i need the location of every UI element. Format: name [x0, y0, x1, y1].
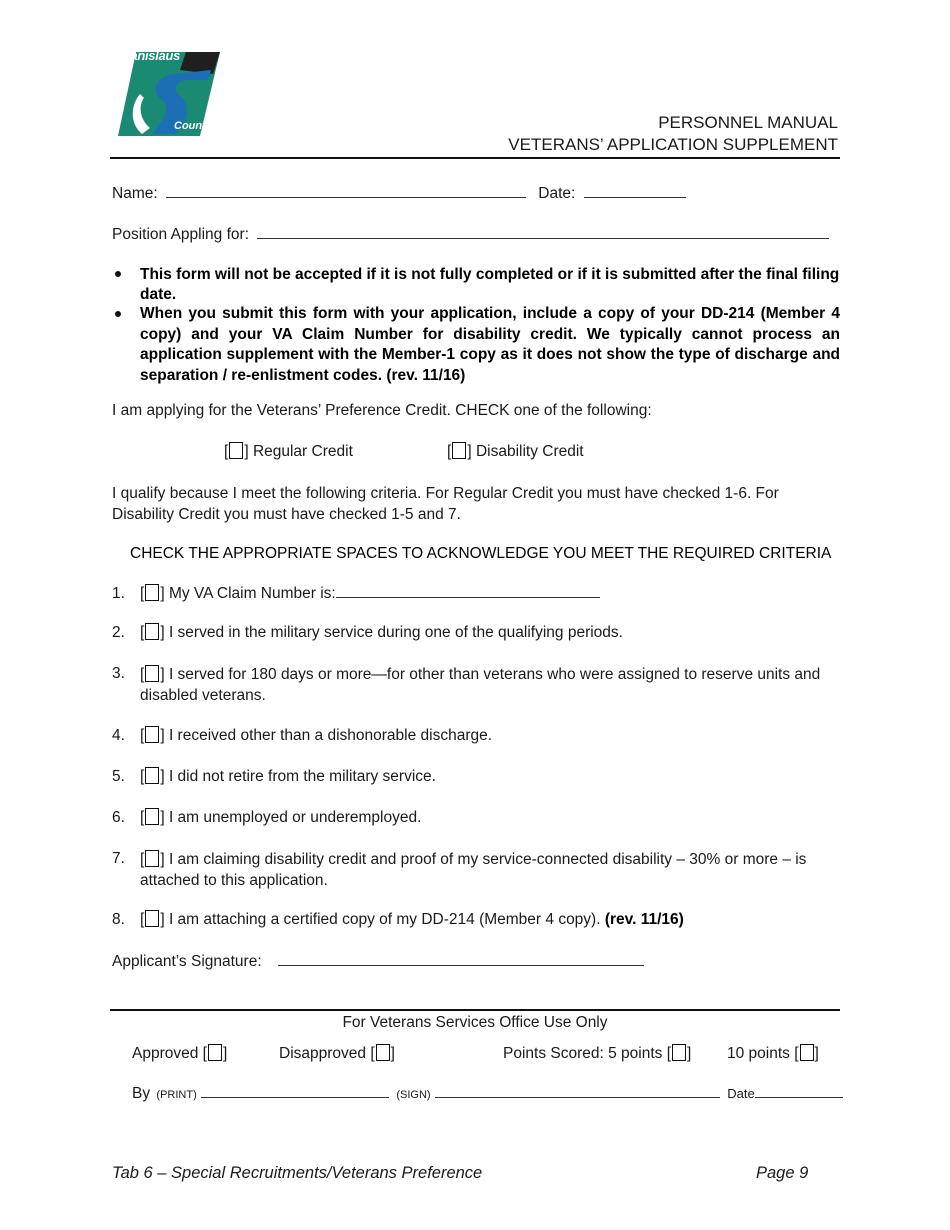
criteria-checkbox[interactable] [145, 910, 159, 927]
regular-credit-option[interactable]: [ ] Regular Credit [224, 443, 353, 460]
disability-credit-option[interactable]: [ ] Disability Credit [447, 443, 584, 460]
criteria-item: 4. [ ] I received other than a dishonorable discharge. [112, 727, 493, 744]
points-5-option[interactable]: Points Scored: 5 points [ ] [503, 1045, 692, 1062]
qualify-text: I qualify because I meet the following criteria. For Regular Credit you must have checked 1-6. For Disability Credit you must have checked 1-5 and 7. [112, 485, 779, 523]
criteria-checkbox[interactable] [145, 808, 159, 825]
criteria-item: 5. [ ] I did not retire from the military service. [112, 768, 436, 785]
date-field[interactable] [584, 183, 686, 198]
disability-credit-label: Disability Credit [475, 443, 584, 460]
print-field[interactable] [201, 1085, 389, 1098]
date-label: Date: [538, 185, 576, 202]
signature-row [112, 951, 644, 972]
criteria-item: 2. [ ] I served in the military service during one of the qualifying periods. [112, 624, 623, 641]
applying-text: I am applying for the Veterans’ Preference Credit. CHECK one of the following: [112, 402, 652, 419]
bullet-2: When you submit this form with your application, include a copy of your DD-214 (Member 4 copy) and your VA Claim Number for disability credit. We typically cannot process an application supplement with the Member-1 copy as it does not show the type of discharge and separation / re-enlistment codes. (rev. 11/16) [140, 305, 840, 384]
by-label: By [132, 1085, 151, 1102]
header-title-2: VETERANS’ APPLICATION SUPPLEMENT [508, 135, 838, 154]
office-rule [110, 1009, 840, 1011]
criteria-checkbox[interactable] [145, 850, 159, 867]
logo-text-bottom: County [174, 120, 212, 132]
criteria-item: 1. [ ] My VA Claim Number is: [112, 583, 600, 604]
regular-credit-label: Regular Credit [252, 443, 353, 460]
approved-checkbox[interactable] [208, 1044, 222, 1061]
footer-left: Tab 6 – Special Recruitments/Veterans Preference [112, 1164, 483, 1182]
county-logo [116, 48, 222, 138]
header-title-1: PERSONNEL MANUAL [658, 113, 838, 132]
criteria-item: 3. [ ] I served for 180 days or more—for other than veterans who were assigned to reserve units and disabled veterans. [112, 665, 821, 704]
points-10-option[interactable]: 10 points [ ] [727, 1045, 819, 1062]
name-row [112, 183, 686, 204]
disability-credit-checkbox[interactable] [452, 442, 466, 459]
regular-credit-checkbox[interactable] [229, 442, 243, 459]
office-date-label: Date [727, 1086, 755, 1101]
signature-field[interactable] [278, 951, 644, 966]
print-label: (PRINT) [156, 1089, 197, 1101]
criteria-item: 6. [ ] I am unemployed or underemployed. [112, 809, 422, 826]
points-10-checkbox[interactable] [800, 1044, 814, 1061]
sign-field[interactable] [435, 1085, 720, 1098]
sign-label: (SIGN) [396, 1089, 431, 1101]
office-title: For Veterans Services Office Use Only [342, 1014, 608, 1031]
name-field[interactable] [166, 183, 526, 198]
position-field[interactable] [257, 224, 829, 239]
criteria-item: 8. [ ] I am attaching a certified copy of my DD-214 (Member 4 copy). (rev. 11/16) [112, 911, 684, 928]
criteria-checkbox[interactable] [145, 726, 159, 743]
bullet-icon [115, 271, 121, 277]
by-row [132, 1085, 843, 1103]
position-label: Position Appling for: [112, 226, 250, 243]
criteria-checkbox[interactable] [145, 665, 159, 682]
footer-page-number: Page 9 [756, 1164, 809, 1182]
disapproved-checkbox[interactable] [376, 1044, 390, 1061]
logo-text-top: Stanislaus [118, 48, 181, 63]
points-5-checkbox[interactable] [672, 1044, 686, 1061]
header-rule [110, 157, 840, 159]
bullet-icon [115, 311, 121, 317]
bullet-1: This form will not be accepted if it is not fully completed or if it is submitted after the final filing date. [140, 266, 840, 303]
criteria-item: 7. [ ] I am claiming disability credit and proof of my service-connected disability – 30% or more – is attached to this application. [112, 850, 807, 889]
office-date-field[interactable] [755, 1085, 843, 1098]
criteria-checkbox[interactable] [145, 623, 159, 640]
approved-option[interactable]: Approved [ ] [132, 1045, 228, 1062]
signature-label: Applicant’s Signature: [112, 953, 262, 970]
position-row [112, 224, 829, 245]
criteria-heading: CHECK THE APPROPRIATE SPACES TO ACKNOWLEDGE YOU MEET THE REQUIRED CRITERIA [130, 545, 832, 562]
criteria-checkbox[interactable] [145, 584, 159, 601]
name-label: Name: [112, 185, 158, 202]
disapproved-option[interactable]: Disapproved [ ] [279, 1045, 395, 1062]
criteria-checkbox[interactable] [145, 767, 159, 784]
va-claim-field[interactable] [336, 583, 600, 598]
